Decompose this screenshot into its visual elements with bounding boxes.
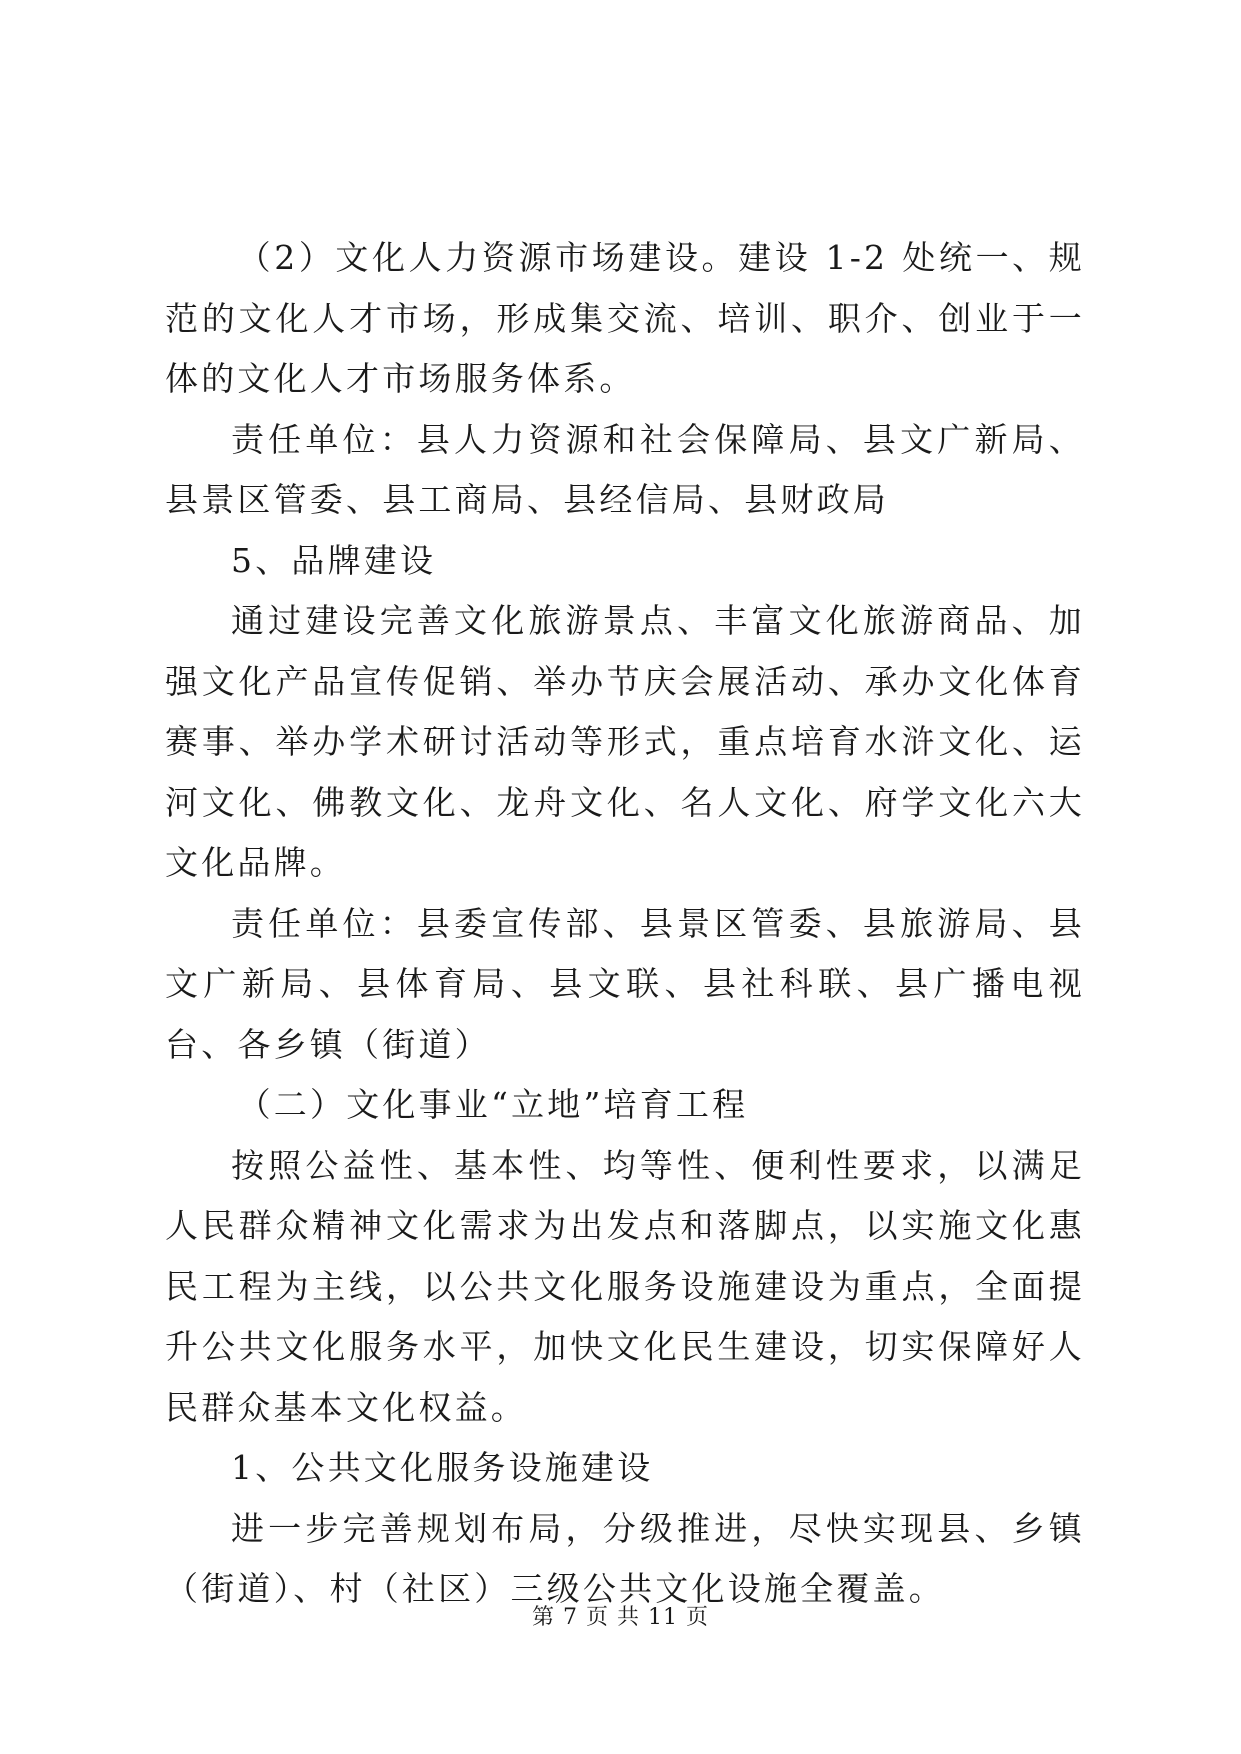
document-body bbox=[165, 228, 1085, 1620]
paragraph-responsible-units-1: 责任单位：县人力资源和社会保障局、县文广新局、县景区管委、县工商局、县经信局、县财政局 bbox=[165, 419, 1085, 519]
heading-brand-building: 5、品牌建设 bbox=[231, 540, 437, 580]
paragraph-cultural-undertaking: 按照公益性、基本性、均等性、便利性要求，以满足人民群众精神文化需求为出发点和落脚点，以实施文化惠民工程为主线，以公共文化服务设施建设为重点，全面提升公共文化服务水平，加快文化民生建设，切实保障好人民群众基本文化权益。 bbox=[165, 1145, 1085, 1427]
heading-public-facilities: 1、公共文化服务设施建设 bbox=[231, 1448, 654, 1487]
paragraph-talent-market: （2）文化人力资源市场建设。建设 1-2 处统一、规范的文化人才市场，形成集交流、培训、职介、创业于一体的文化人才市场服务体系。 bbox=[165, 238, 1085, 398]
paragraph-responsible-units-2: 责任单位：县委宣传部、县景区管委、县旅游局、县文广新局、县体育局、县文联、县社科联、县广播电视台、各乡镇（街道） bbox=[165, 903, 1085, 1064]
heading-cultural-undertaking: （二）文化事业“立地”培育工程 bbox=[237, 1085, 749, 1124]
paragraph-public-facilities: 进一步完善规划布局，分级推进，尽快实现县、乡镇（街道）、村（社区）三级公共文化设施全覆盖。 bbox=[165, 1508, 1085, 1608]
page-number-footer: 第 7 页 共 11 页 bbox=[532, 1605, 709, 1630]
paragraph-brand-building: 通过建设完善文化旅游景点、丰富文化旅游商品、加强文化产品宣传促销、举办节庆会展活动、承办文化体育赛事、举办学术研讨活动等形式，重点培育水浒文化、运河文化、佛教文化、龙舟文化、名人文化、府学文化六大文化品牌。 bbox=[165, 601, 1085, 882]
